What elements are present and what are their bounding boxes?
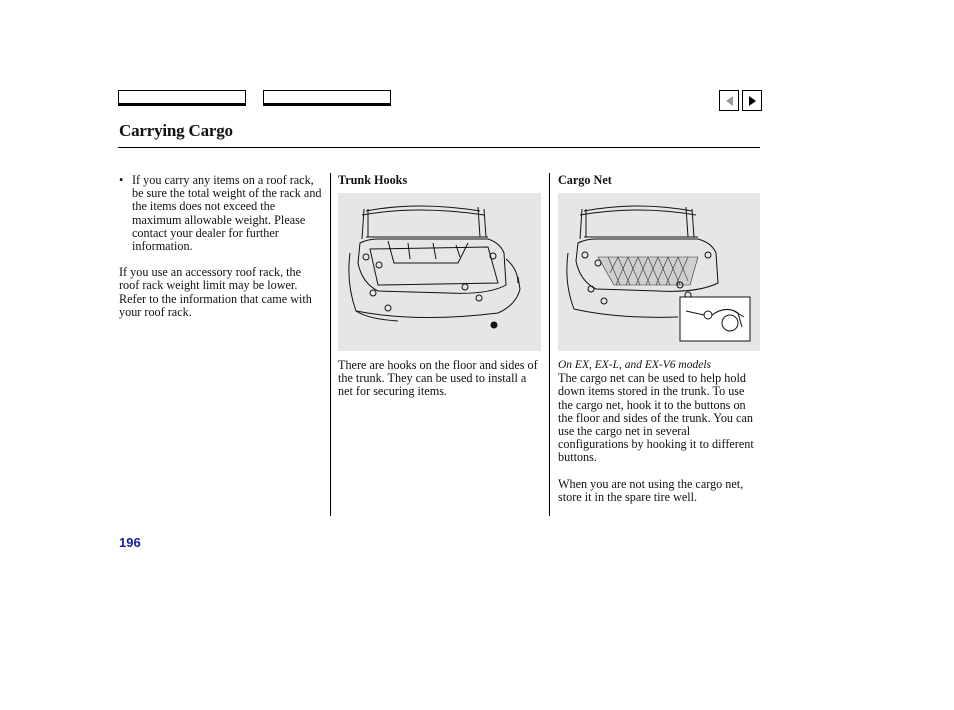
arrow-right-icon xyxy=(749,96,756,106)
page-title: Carrying Cargo xyxy=(119,121,233,140)
cargo-net-paragraph-1: The cargo net can be used to help hold down items stored in the trunk. To use the cargo net, hook it to the buttons on the floor and sides of the trunk. You can use the cargo net in several configurations by hooking it to different buttons. xyxy=(558,371,754,465)
trunk-hooks-section xyxy=(338,174,544,187)
prev-page-button[interactable] xyxy=(719,90,739,111)
next-page-button[interactable] xyxy=(742,90,762,111)
trunk-hooks-heading: Trunk Hooks xyxy=(338,173,408,187)
cargo-net-paragraph-2: When you are not using the cargo net, store it in the spare tire well. xyxy=(558,476,744,504)
nav-button-2[interactable] xyxy=(263,90,391,106)
roof-rack-paragraph: If you use an accessory roof rack, the roof rack weight limit may be lower. Refer to the information that came with your roof rack. xyxy=(119,265,312,319)
page-number[interactable]: 196 xyxy=(119,535,141,550)
column-roof-rack xyxy=(119,174,323,319)
title-divider xyxy=(118,147,760,148)
cargo-net-section xyxy=(558,174,758,187)
models-caption: On EX, EX-L, and EX-V6 models xyxy=(558,359,711,371)
column-divider-2 xyxy=(549,173,550,516)
arrow-left-icon xyxy=(726,96,733,106)
trunk-hooks-description: There are hooks on the floor and sides of the trunk. They can be used to install a net for securing items. xyxy=(338,358,538,399)
bullet-item xyxy=(119,174,323,253)
cargo-net-illustration xyxy=(558,193,760,351)
cargo-net-heading: Cargo Net xyxy=(558,173,612,187)
cargo-net-description xyxy=(558,359,760,504)
nav-button-1[interactable] xyxy=(118,90,246,106)
trunk-hooks-illustration xyxy=(338,193,541,351)
bullet-dot: • xyxy=(119,173,124,187)
bullet-text: If you carry any items on a roof rack, be sure the total weight of the rack and the items does not exceed the maximum allowable weight. Please contact your dealer for further information. xyxy=(132,173,322,254)
column-divider-1 xyxy=(330,173,331,516)
